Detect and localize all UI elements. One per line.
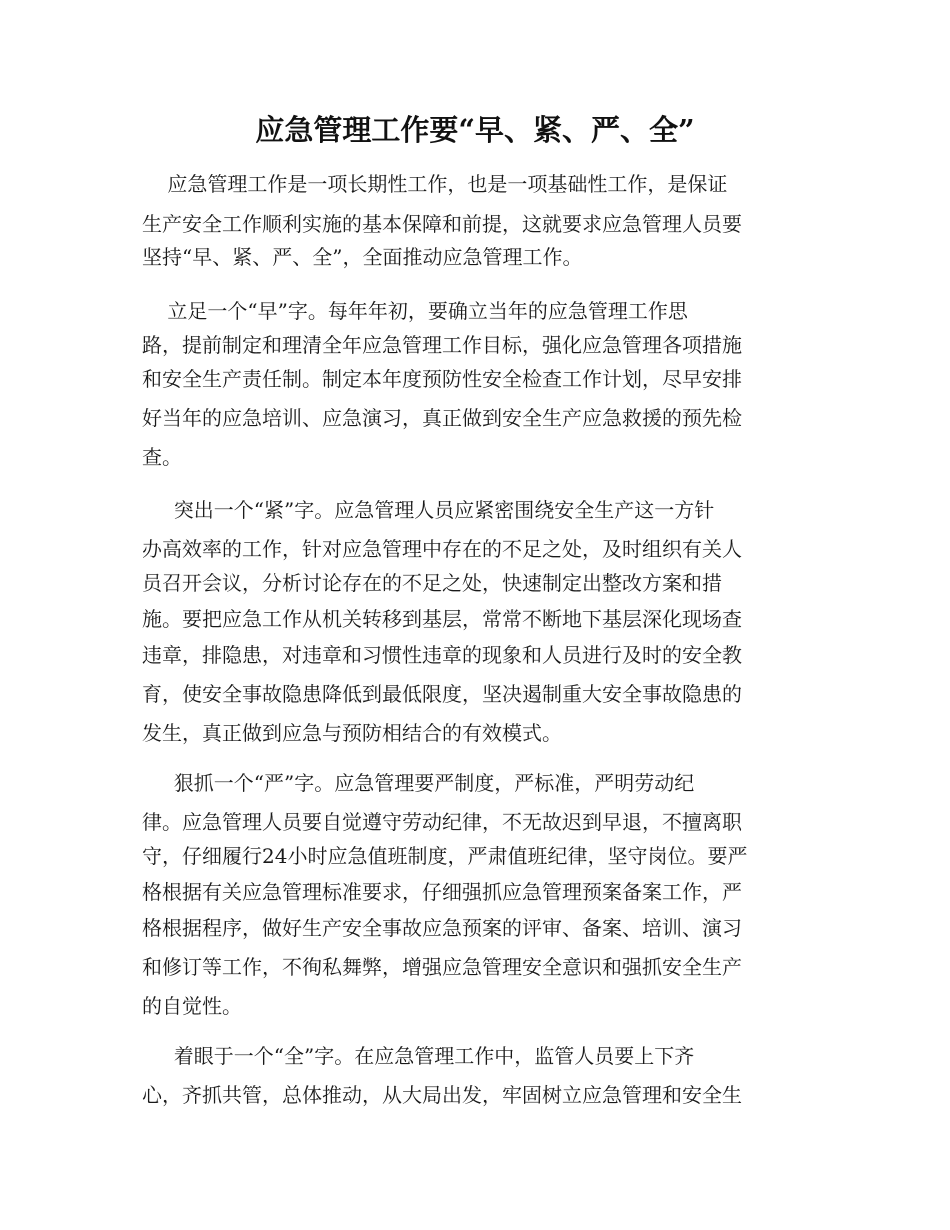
paragraph-4-line-7: 的自觉性。 [142,994,242,1018]
paragraph-4-line-1: 狠抓一个“严”字。应急管理要严制度，严标准，严明劳动纪 [142,771,695,795]
page-title: 应急管理工作要“早、紧、严、全” [255,113,695,147]
paragraph-2-line-1: 立足一个“早”字。每年年初，要确立当年的应急管理工作思 [142,299,688,323]
paragraph-4-line-2: 律。应急管理人员要自觉遵守劳动纪律，不无故迟到早退，不擅离职 [142,810,742,834]
paragraph-5-line-2: 心，齐抓共管，总体推动，从大局出发，牢固树立应急管理和安全生 [142,1083,742,1107]
paragraph-3-line-7: 发生，真正做到应急与预防相结合的有效模式。 [142,721,562,745]
paragraph-2-line-2: 路，提前制定和理清全年应急管理工作目标，强化应急管理各项措施 [142,333,742,357]
paragraph-4-line-5: 格根据程序，做好生产安全事故应急预案的评审、备案、培训、演习 [142,916,742,940]
paragraph-5-line-1: 着眼于一个“全”字。在应急管理工作中，监管人员要上下齐 [142,1044,695,1068]
paragraph-2-line-3: 和安全生产责任制。制定本年度预防性安全检查工作计划，尽早安排 [142,367,742,391]
paragraph-3-line-2: 办高效率的工作，针对应急管理中存在的不足之处，及时组织有关人 [142,537,742,561]
paragraph-4-line-3: 守，仔细履行24小时应急值班制度，严肃值班纪律，坚守岗位。要严 [142,844,748,868]
paragraph-4-line-6: 和修订等工作，不徇私舞弊，增强应急管理安全意识和强抓安全生产 [142,955,742,979]
paragraph-3-line-3: 员召开会议，分析讨论存在的不足之处，快速制定出整改方案和措 [142,571,722,595]
paragraph-3-line-6: 育，使安全事故隐患降低到最低限度，坚决遏制重大安全事故隐患的 [142,682,742,706]
paragraph-4-line-4: 格根据有关应急管理标准要求，仔细强抓应急管理预案备案工作，严 [142,880,742,904]
paragraph-3-line-5: 违章，排隐患，对违章和习惯性违章的现象和人员进行及时的安全教 [142,643,742,667]
paragraph-1-line-3: 坚持“早、紧、严、全”，全面推动应急管理工作。 [142,245,583,269]
paragraph-3-line-4: 施。要把应急工作从机关转移到基层，常常不断地下基层深化现场查 [142,607,742,631]
paragraph-3-line-1: 突出一个“紧”字。应急管理人员应紧密围绕安全生产这一方针 [142,498,715,522]
paragraph-2-line-4: 好当年的应急培训、应急演习，真正做到安全生产应急救援的预先检 [142,406,742,430]
paragraph-2-line-5: 查。 [142,445,182,469]
paragraph-1-line-2: 生产安全工作顺利实施的基本保障和前提，这就要求应急管理人员要 [142,212,742,236]
paragraph-1-line-1: 应急管理工作是一项长期性工作，也是一项基础性工作，是保证 [142,172,728,196]
